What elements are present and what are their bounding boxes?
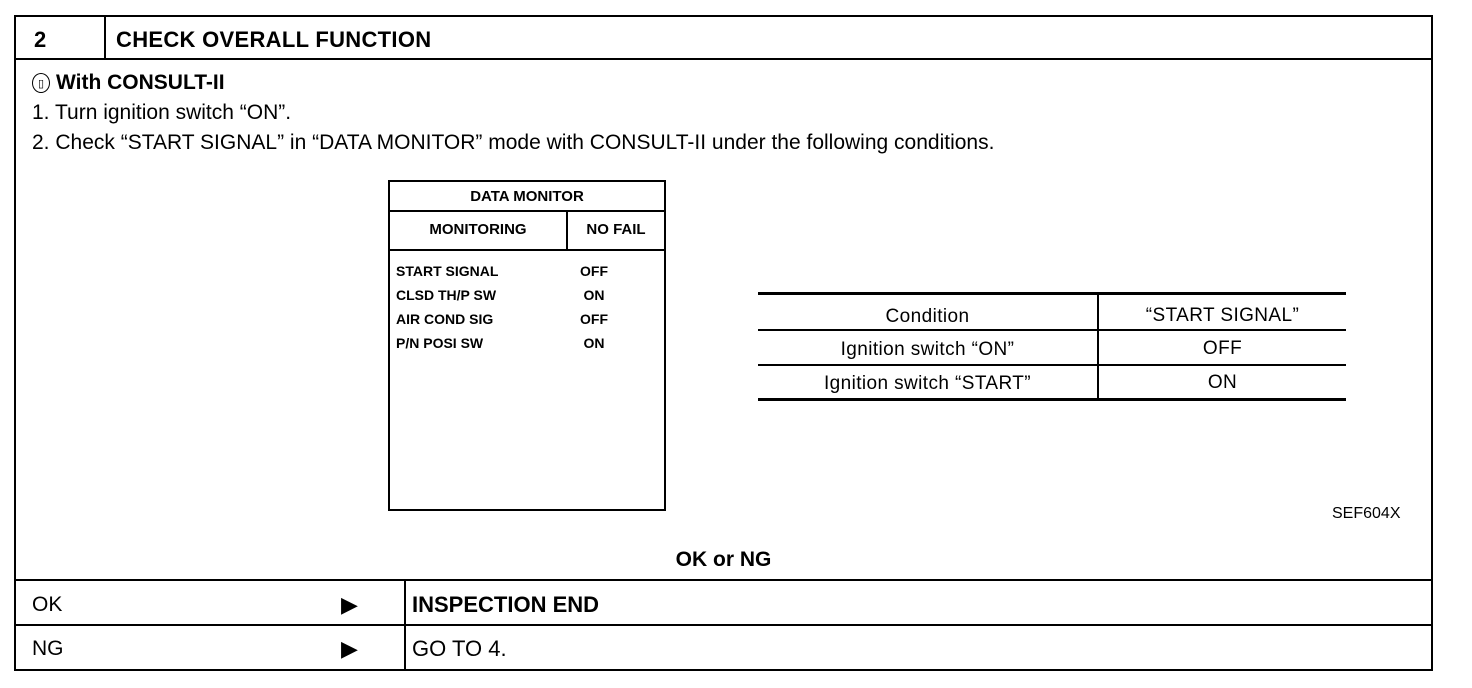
condition-table-row-rule	[758, 364, 1346, 366]
results-top-rule	[16, 579, 1431, 581]
condition-cell: Ignition switch “ON”	[840, 339, 1015, 360]
monitor-item-value: ON	[583, 335, 605, 351]
data-monitor-title: DATA MONITOR	[470, 188, 584, 205]
instruction-step-1: 1. Turn ignition switch “ON”.	[32, 101, 292, 124]
procedure-frame	[14, 15, 1433, 671]
result-label: NG	[32, 637, 64, 660]
header-divider	[104, 17, 106, 58]
consult-label: With CONSULT-II	[56, 71, 225, 94]
data-monitor-panel	[388, 180, 666, 511]
monitor-item-name: START SIGNAL	[396, 263, 499, 279]
start-signal-header: “START SIGNAL”	[1145, 305, 1300, 326]
step-number: 2	[34, 27, 47, 52]
arrow-right-icon: ▶	[341, 636, 358, 661]
condition-table-header-rule	[758, 329, 1346, 331]
monitor-item-value: ON	[583, 287, 605, 303]
result-action: INSPECTION END	[412, 592, 600, 617]
header-rule	[16, 58, 1431, 60]
signal-cell: OFF	[1202, 338, 1243, 359]
result-heading: OK or NG	[675, 548, 772, 571]
consult-heading	[32, 71, 225, 95]
monitor-item-value: OFF	[580, 311, 608, 327]
condition-table-top-rule	[758, 292, 1346, 295]
results-row-rule	[16, 624, 1431, 626]
instruction-step-2: 2. Check “START SIGNAL” in “DATA MONITOR” mode with CONSULT-II under the following conditions.	[32, 131, 995, 154]
arrow-right-icon: ▶	[341, 592, 358, 617]
monitor-item-value: OFF	[580, 263, 608, 279]
monitor-item-name: CLSD TH/P SW	[396, 287, 497, 303]
condition-cell: Ignition switch “START”	[824, 373, 1031, 394]
signal-cell: ON	[1207, 372, 1238, 393]
condition-table-bottom-rule	[758, 398, 1346, 401]
condition-header: Condition	[885, 306, 970, 327]
result-action: GO TO 4.	[412, 636, 507, 661]
data-monitor-rule-bottom	[390, 249, 664, 251]
data-monitor-header-status: NO FAIL	[586, 221, 646, 238]
consult-icon: ▯	[32, 73, 50, 93]
data-monitor-rule-top	[390, 210, 664, 212]
data-monitor-header-monitoring: MONITORING	[429, 221, 527, 238]
monitor-item-name: AIR COND SIG	[396, 311, 494, 327]
figure-reference: SEF604X	[1332, 505, 1401, 522]
monitor-item-name: P/N POSI SW	[396, 335, 484, 351]
result-label: OK	[32, 593, 63, 616]
step-title: CHECK OVERALL FUNCTION	[116, 27, 432, 52]
